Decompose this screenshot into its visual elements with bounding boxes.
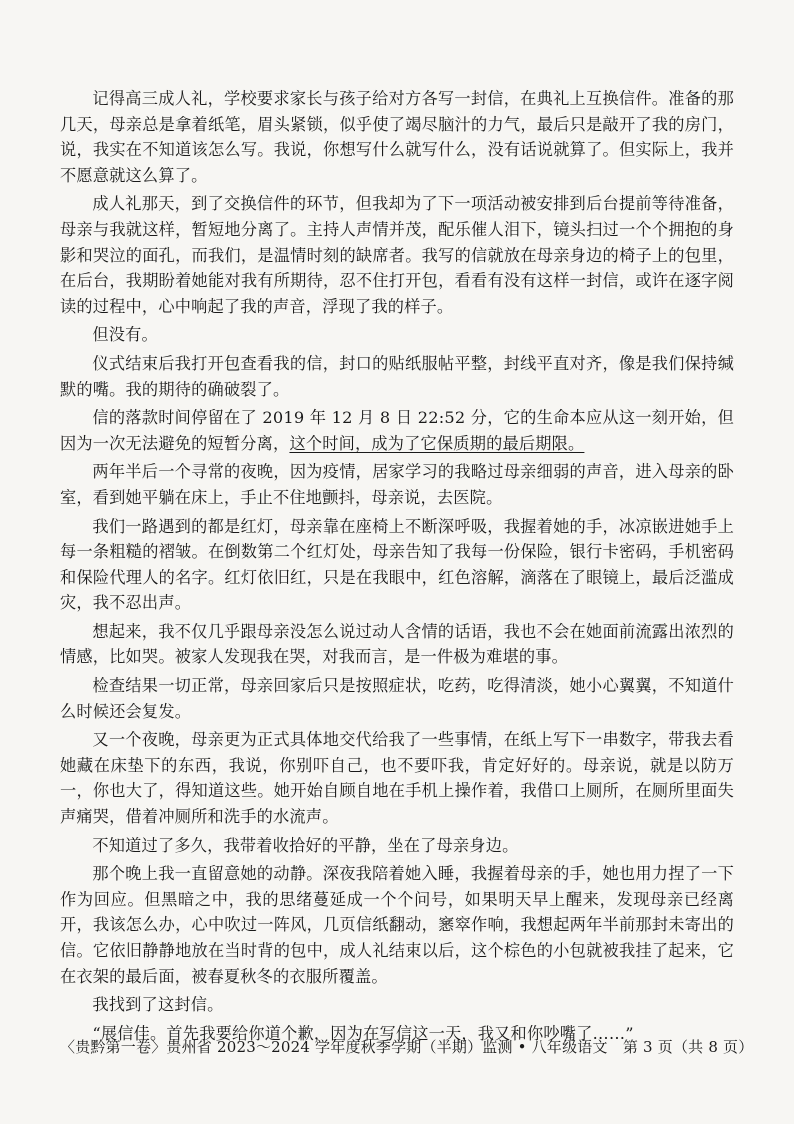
page-footer: 〈贵黔第一卷〉贵州省 2023～2024 学年度秋季学期（半期）监测 • 八年级语文 第 3 页（共 8 页） bbox=[60, 1038, 754, 1056]
paragraph-13: 我找到了这封信。 bbox=[92, 995, 224, 1015]
paragraph-5 bbox=[60, 405, 734, 456]
paragraph-5-text: 信的落款时间停留在了 2019 年 12 月 8 日 22:52 分，它的生命本应从这一刻开始，但因为一次无法避免的短暂分离， bbox=[60, 408, 734, 453]
paragraph-4: 仪式结束后我打开包查看我的信，封口的贴纸服帖平整，封线平直对齐，像是我们保持缄默的嘴。我的期待的确破裂了。 bbox=[60, 353, 734, 399]
paragraph-14: “展信佳。首先我要给你道个歉，因为在写信这一天，我又和你吵嘴了……” bbox=[92, 1023, 634, 1043]
paragraph-12: 那个晚上我一直留意她的动静。深夜我陪着她入睡，我握着母亲的手，她也用力捏了一下作为回应。但黑暗之中，我的思绪蔓延成一个个问号，如果明天早上醒来，发现母亲已经离开，我该怎么办，心中吹过一阵风，几页信纸翻动，窸窣作响，我想起两年半前那封未寄出的信。它依旧静静地放在当时背的包中，成人礼结束以后，这个棕色的小包就被我挂了起来，它在衣架的最后面，被春夏秋冬的衣服所覆盖。 bbox=[60, 864, 734, 986]
paragraph-3: 但没有。 bbox=[92, 325, 158, 345]
paragraph-6: 两年半后一个寻常的夜晚，因为疫情，居家学习的我略过母亲细弱的声音，进入母亲的卧室，看到她平躺在床上，手止不住地颤抖，母亲说，去医院。 bbox=[60, 462, 734, 507]
paragraph-10: 又一个夜晚，母亲更为正式具体地交代给我了一些事情，在纸上写下一串数字，带我去看她藏在床垫下的东西，我说，你别吓自己，也不要吓我，肯定好好的。母亲说，就是以防万一，你也大了，得知道这些。她开始自顾自地在手机上操作着，我借口上厕所，在厕所里面失声痛哭，借着冲厕所和洗手的水流声。 bbox=[60, 730, 734, 827]
paragraph-11: 不知道过了多久，我带着收拾好的平静，坐在了母亲身边。 bbox=[92, 835, 519, 855]
paragraph-7: 我们一路遇到的都是红灯，母亲靠在座椅上不断深呼吸，我握着她的手，冰凉嵌进她手上每一条粗糙的褶皱。在倒数第二个红灯处，母亲告知了我每一份保险，银行卡密码，手机密码和保险代理人的名字。红灯依旧红，只是在我眼中，红色溶解，滴落在了眼镜上，最后泛滥成灾，我不忍出声。 bbox=[60, 516, 734, 613]
underlined-sentence: 这个时间，成为了它保质期的最后期限。 bbox=[289, 433, 585, 453]
paragraph-8: 想起来，我不仅几乎跟母亲没怎么说过动人含情的话语，我也不会在她面前流露出浓烈的情感，比如哭。被家人发现我在哭，对我而言，是一件极为难堪的事。 bbox=[60, 621, 734, 667]
paragraph-1: 记得高三成人礼，学校要求家长与孩子给对方各写一封信，在典礼上互换信件。准备的那几天，母亲总是拿着纸笔，眉头紧锁，似乎使了竭尽脑汁的力气，最后只是敲开了我的房门，说，我实在不知道该怎么写。我说，你想写什么就写什么，没有话说就算了。但实际上，我并不愿意就这么算了。 bbox=[60, 89, 734, 185]
paragraph-9: 检查结果一切正常，母亲回家后只是按照症状，吃药，吃得清淡，她小心翼翼，不知道什么时候还会复发。 bbox=[60, 676, 734, 721]
paragraph-2: 成人礼那天，到了交换信件的环节，但我却为了下一项活动被安排到后台提前等待准备，母亲与我就这样，暂短地分离了。主持人声情并茂，配乐催人泪下，镜头扫过一个个拥抱的身影和哭泣的面孔，而我们，是温情时刻的缺席者。我写的信就放在母亲身边的椅子上的包里，在后台，我期盼着她能对我有所期待，忍不住打开包，看看有没有这样一封信，或许在逐字阅读的过程中，心中响起了我的声音，浮现了我的样子。 bbox=[60, 194, 734, 316]
reading-passage bbox=[60, 86, 734, 1046]
